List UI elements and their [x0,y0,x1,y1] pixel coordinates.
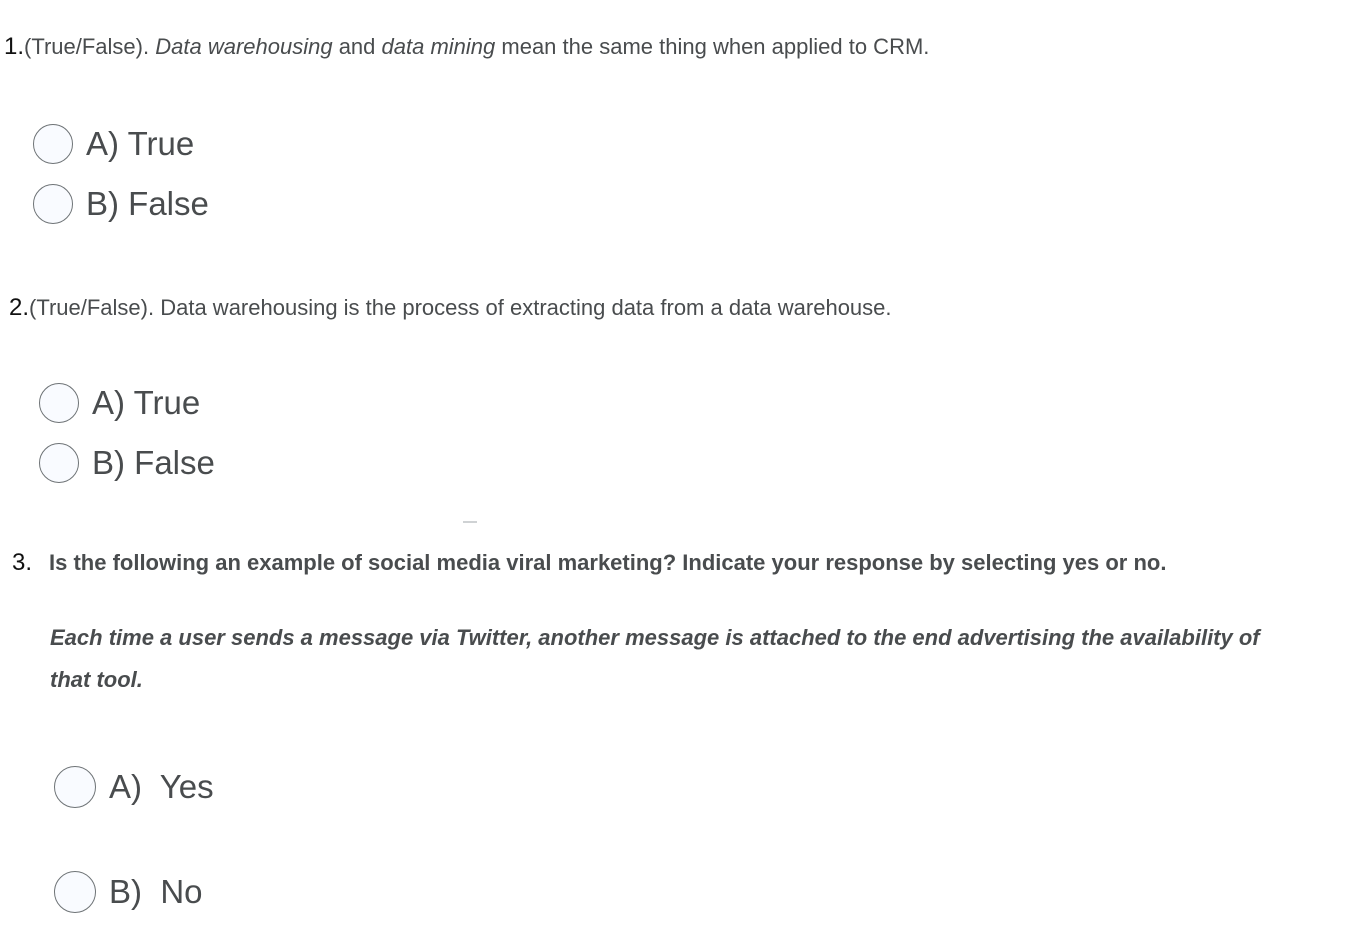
question-2-option-a[interactable] [39,383,200,423]
question-1-prompt [4,33,929,61]
option-label: A) True [92,384,201,421]
question-3-option-a[interactable] [54,766,214,808]
question-text-segment: mean the same thing when applied to CRM. [495,34,930,59]
question-1-option-b[interactable] [33,184,209,224]
question-3-scenario: Each time a user sends a message via Twitter, another message is attached to the end advertising the availability of that tool. [50,625,1260,692]
radio-button[interactable] [39,443,79,483]
question-2-option-b[interactable] [39,443,215,483]
question-text [24,34,929,59]
question-2-prompt [9,294,892,322]
option-label: B) False [92,444,215,481]
radio-button[interactable] [33,124,73,164]
divider-speck [463,521,477,523]
question-1-option-a[interactable] [33,124,194,164]
option-label: A) Yes [109,768,214,805]
radio-button[interactable] [39,383,79,423]
option-label: B) No [109,873,203,910]
question-3-option-b[interactable] [54,871,203,913]
question-number: 1. [4,33,25,60]
question-text-italic-term: Data warehousing [155,34,333,59]
option-label: B) False [86,185,209,222]
radio-button[interactable] [54,871,96,913]
radio-button[interactable] [54,766,96,808]
radio-button[interactable] [33,184,73,224]
question-text-segment: (True/False). [24,34,156,59]
question-text: (True/False). Data warehousing is the process of extracting data from a data warehouse. [29,295,892,320]
question-text-italic-term: data mining [381,34,496,59]
question-number: 3. [12,549,33,576]
question-number: 2. [9,294,30,321]
question-text-segment: and [332,34,382,59]
option-label: A) True [86,125,195,162]
question-3-prompt: Is the following an example of social media viral marketing? Indicate your response by selecting yes or no. [49,550,1167,575]
